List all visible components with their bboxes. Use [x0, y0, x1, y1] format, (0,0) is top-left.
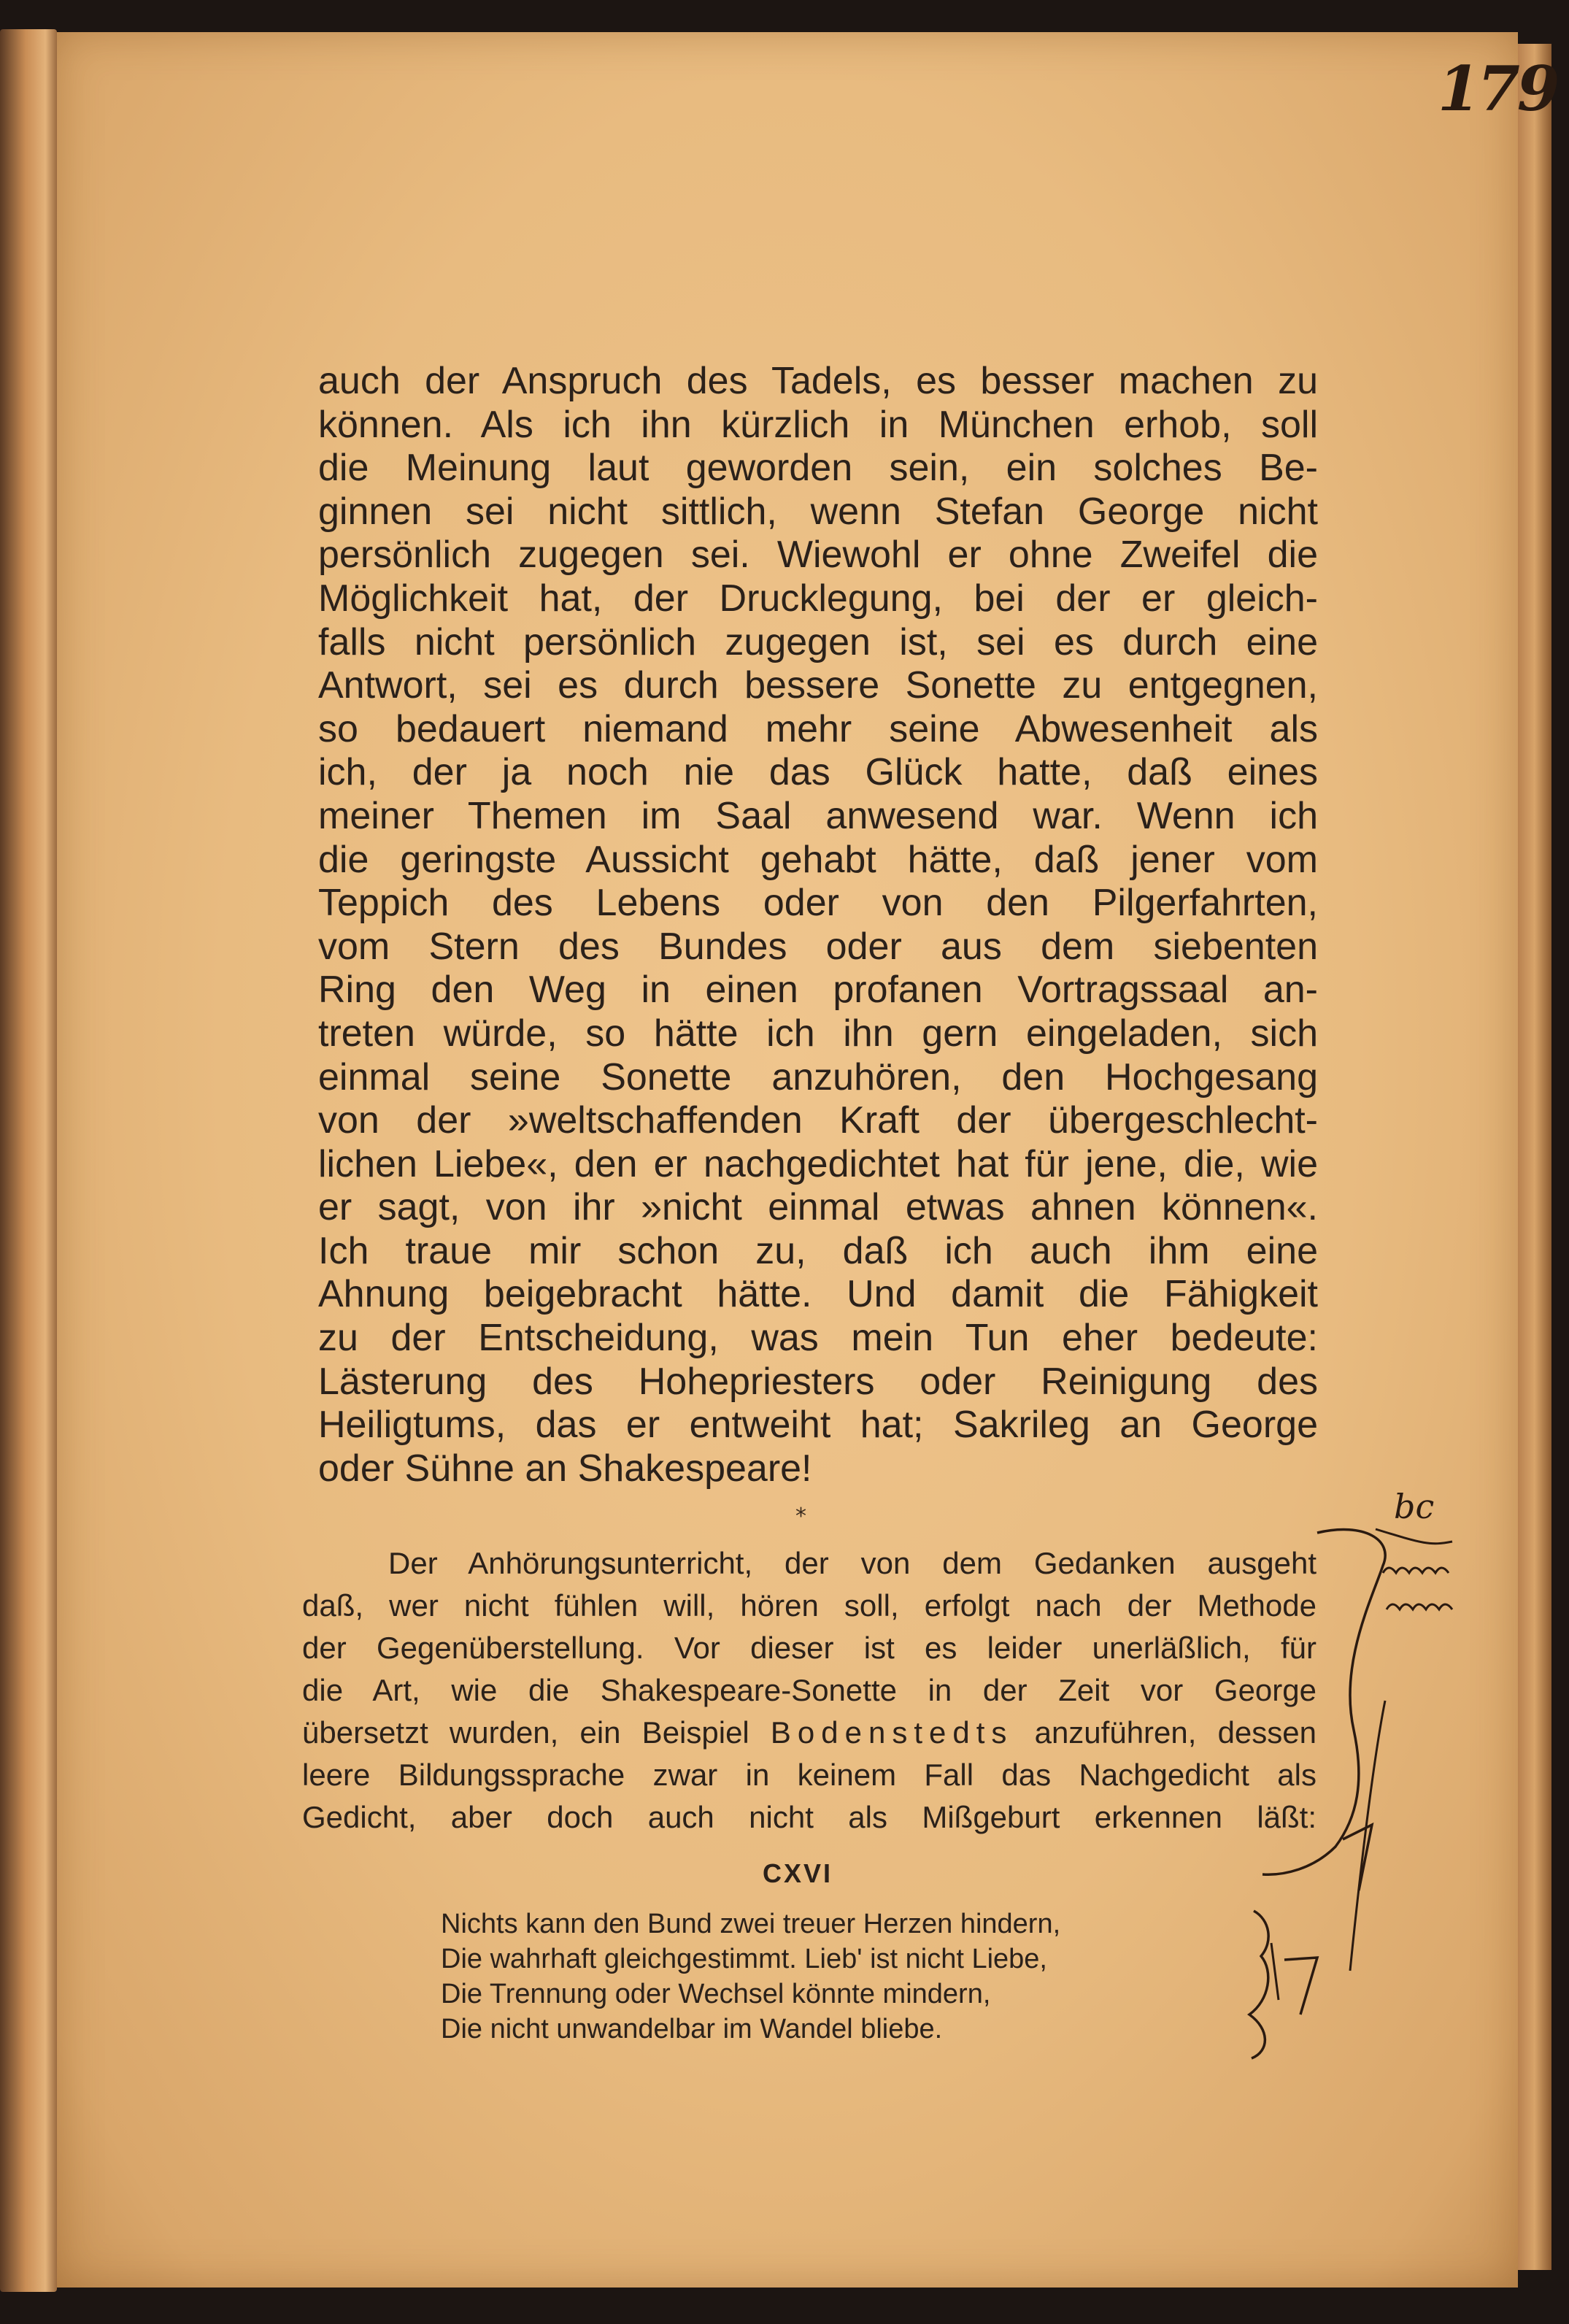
text-line: auch der Anspruch des Tadels, es besser machen zu	[318, 360, 1318, 402]
handwritten-page-number: 179	[1438, 53, 1557, 125]
text-line: lichen Liebe«, den er nachgedichtet hat für jene, die, wie	[318, 1142, 1318, 1185]
text-line: einmal seine Sonette anzuhören, den Hochgesang	[318, 1055, 1318, 1098]
poem-line: Die wahrhaft gleichgestimmt. Lieb' ist nicht Liebe,	[441, 1944, 1047, 1974]
text-line: die Meinung laut geworden sein, ein solches Be-	[318, 447, 1318, 490]
poem-line: Die Trennung oder Wechsel könnte mindern,	[441, 1979, 991, 2009]
annotation-stroke	[1271, 1943, 1279, 2000]
text-line: er sagt, von ihr »nicht einmal etwas ahnen können«.	[318, 1186, 1318, 1229]
section-separator: *	[795, 1504, 806, 1529]
text-line: ich, der ja noch nie das Glück hatte, daß eines	[318, 751, 1318, 794]
text-line: Teppich des Lebens oder von den Pilgerfahrten,	[318, 882, 1318, 925]
text-line: falls nicht persönlich zugegen ist, sei es durch eine	[318, 620, 1318, 663]
text-line: Der Anhörungsunterricht, der von dem Gedanken ausgeht	[388, 1546, 1317, 1580]
text-line: treten würde, so hätte ich ihn gern eingeladen, sich	[318, 1012, 1318, 1055]
text-line: meiner Themen im Saal anwesend war. Wenn ich	[318, 794, 1318, 837]
text-line: von der »weltschaffenden Kraft der übergeschlecht-	[318, 1099, 1318, 1142]
text-line: persönlich zugegen sei. Wiewohl er ohne Zweifel die	[318, 534, 1318, 577]
poem-brace	[1249, 1911, 1268, 2058]
text-line: daß, wer nicht fühlen will, hören soll, erfolgt nach der Methode	[302, 1588, 1317, 1623]
text-line: leere Bildungssprache zwar in keinem Fall das Nachgedicht als	[302, 1758, 1317, 1792]
spaced-name: Bodenstedts	[770, 1715, 1014, 1750]
text-segment: anzuführen, dessen	[1013, 1715, 1317, 1750]
poem-line: Nichts kann den Bund zwei treuer Herzen hindern,	[441, 1909, 1061, 1939]
annotation-numeral-7	[1343, 1825, 1372, 1890]
text-line: Heiligtums, das er entweiht hat; Sakrileg an George	[318, 1404, 1318, 1447]
text-line: Ich traue mir schon zu, daß ich auch ihm eine	[318, 1229, 1318, 1272]
text-line: können. Als ich ihn kürzlich in München erhob, soll	[318, 403, 1318, 446]
annotation-underline	[1376, 1529, 1452, 1544]
text-line: die geringste Aussicht gehabt hätte, daß jener vom	[318, 838, 1318, 881]
text-line: Möglichkeit hat, der Drucklegung, bei der er gleich-	[318, 577, 1318, 620]
text-line: Ring den Weg in einen profanen Vortragssaal an-	[318, 969, 1318, 1012]
text-line: Ahnung beigebracht hätte. Und damit die Fähigkeit	[318, 1273, 1318, 1316]
text-line: zu der Entscheidung, was mein Tun eher bedeute:	[318, 1317, 1318, 1360]
text-line: die Art, wie die Shakespeare-Sonette in der Zeit vor George	[302, 1673, 1317, 1707]
annotation-scribble	[1383, 1568, 1452, 1609]
text-segment: übersetzt wurden, ein Beispiel	[302, 1715, 771, 1750]
text-line: oder Sühne an Shakespeare!	[318, 1447, 812, 1490]
annotation-numeral-7	[1284, 1958, 1317, 2015]
text-line: Antwort, sei es durch bessere Sonette zu entgegnen,	[318, 664, 1318, 707]
text-line: Lästerung des Hohepriesters oder Reinigung des	[318, 1360, 1318, 1403]
annotation-text: bc	[1394, 1487, 1435, 1526]
text-line: ginnen sei nicht sittlich, wenn Stefan George nicht	[318, 490, 1318, 533]
text-line: Gedicht, aber doch auch nicht als Mißgeburt erkennen läßt:	[302, 1800, 1317, 1834]
poem-title: CXVI	[763, 1858, 833, 1888]
poem-line: Die nicht unwandelbar im Wandel bliebe.	[441, 2014, 943, 2044]
text-line: vom Stern des Bundes oder aus dem siebenten	[318, 925, 1318, 968]
text-line: so bedauert niemand mehr seine Abwesenheit als	[318, 707, 1318, 750]
text-line: der Gegenüberstellung. Vor dieser ist es leider unerläßlich, für	[302, 1631, 1317, 1665]
